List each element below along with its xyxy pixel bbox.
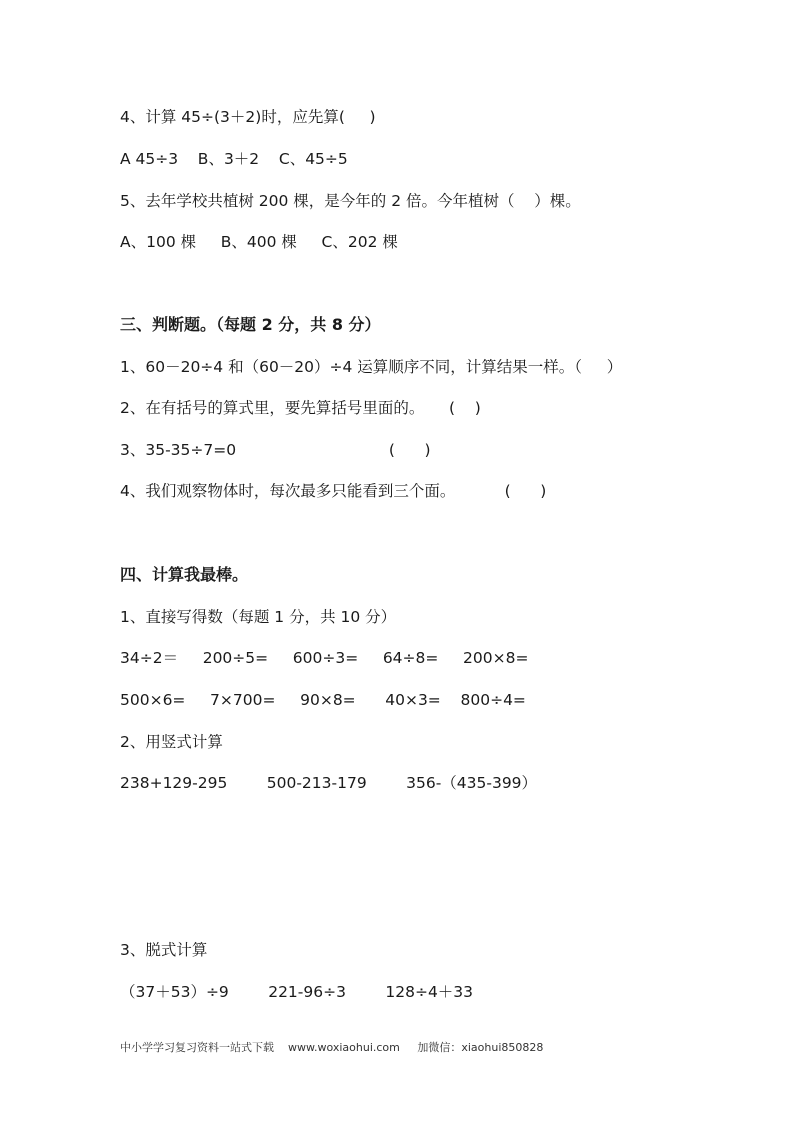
section-4-heading: 四、计算我最棒。	[120, 565, 249, 584]
part-2-title: 2、用竖式计算	[120, 733, 223, 751]
judgment-item-1: 1、60－20÷4 和（60－20）÷4 运算顺序不同，计算结果一样。（ ）	[120, 358, 623, 376]
question-4-options: A 45÷3 B、3＋2 C、45÷5	[120, 150, 348, 168]
judgment-item-3: 3、35-35÷7=0 ( )	[120, 441, 431, 459]
vertical-calc-row: 238+129-295 500-213-179 356-（435-399）	[120, 774, 538, 792]
mental-math-row-1: 34÷2＝ 200÷5= 600÷3= 64÷8= 200×8=	[120, 649, 529, 667]
step-calc-row: （37＋53）÷9 221-96÷3 128÷4＋33	[120, 983, 474, 1001]
footer-text: 中小学学习复习资料一站式下载 www.woxiaohui.com 加微信：xiaohui850828	[120, 1041, 544, 1054]
part-3-title: 3、脱式计算	[120, 941, 208, 959]
mental-math-row-2: 500×6= 7×700= 90×8= 40×3= 800÷4=	[120, 691, 526, 709]
question-4: 4、计算 45÷(3＋2)时，应先算( )	[120, 108, 376, 126]
judgment-item-4: 4、我们观察物体时，每次最多只能看到三个面。 ( )	[120, 482, 547, 500]
judgment-item-2: 2、在有括号的算式里，要先算括号里面的。 ( )	[120, 399, 481, 417]
question-5-options: A、100 棵 B、400 棵 C、202 棵	[120, 233, 398, 251]
part-1-title: 1、直接写得数（每题 1 分，共 10 分）	[120, 608, 397, 626]
section-3-heading: 三、判断题。（每题 2 分，共 8 分）	[120, 315, 381, 334]
question-5: 5、去年学校共植树 200 棵，是今年的 2 倍。今年植树（ ）棵。	[120, 192, 581, 210]
